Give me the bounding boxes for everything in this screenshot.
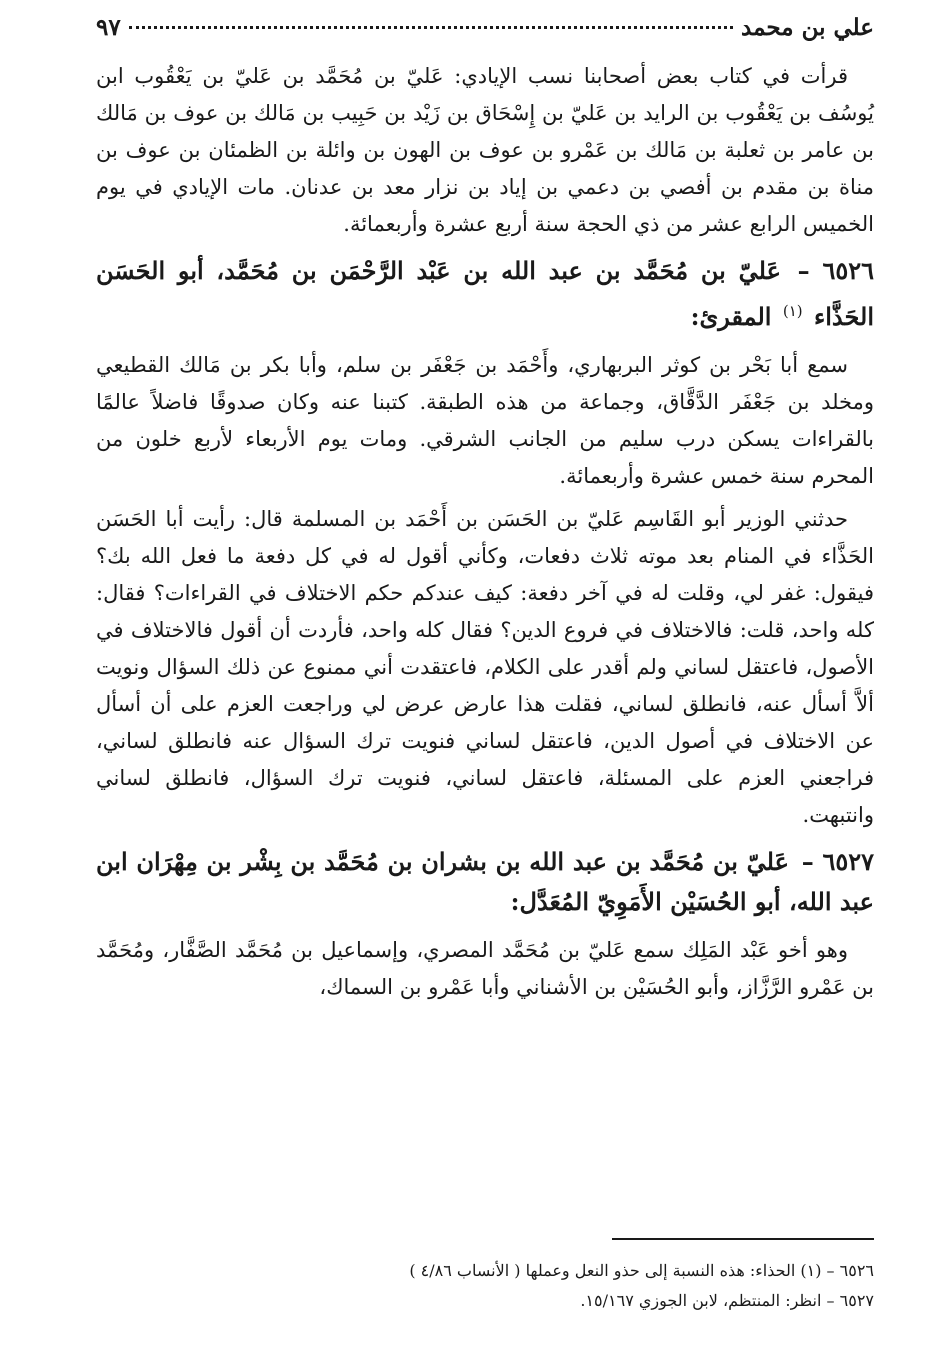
footnote-6526: ٦٥٢٦ – (١) الحذاء: هذه النسبة إلى حذو النعل وعملها ( الأنساب ٤/٨٦ ) <box>409 1261 874 1280</box>
running-head-title: علي بن محمد <box>741 14 874 41</box>
running-head <box>96 14 874 58</box>
book-page <box>96 14 874 1352</box>
page-number: ٩٧ <box>96 14 121 41</box>
running-head-dots <box>129 26 733 29</box>
footnote-6527: ٦٥٢٧ – انظر: المنتظم، لابن الجوزي ١٥/١٦٧. <box>580 1291 874 1310</box>
entry-6526-paragraph-1: سمع أبا بَحْر بن كوثر البربهاري، وأَحْمَد بن جَعْفَر بن سلم، وأبا بكر بن مَالك القطيعي ومخلد بن جَعْفَر الدَّقَّاق، وجماعة من هذه الطبقة. كتبنا عنه وكان صدوقًا فاضلاً عالمًا بالقراءات يسكن درب سليم من الجانب الشرقي. ومات يوم الأربعاء لأربع خلون من المحرم سنة خمس عشرة وأربعمائة. <box>96 353 875 488</box>
entry-6526-heading <box>96 251 874 337</box>
entry-6526-title: عَليّ بن مُحَمَّد بن عبد الله بن عَبْد الرَّحْمَن بن مُحَمَّد، أبو الحَسَن الحَذَّاء <box>96 256 874 331</box>
entry-6527-number: ٦٥٢٧ – <box>801 847 875 876</box>
footnote-divider <box>612 1238 874 1240</box>
entry-6526-paragraph-2: حدثني الوزير أبو القَاسِم عَليّ بن الحَسَن بن أَحْمَد بن المسلمة قال: رأيت أبا الحَسَن الحَذَّاء في المنام بعد موته ثلاث دفعات، وكأني أقول له في كل دفعة ما فعل الله بك؟ فيقول: غفر لي، وقلت له في آخر دفعة: كيف عندكم حكم الاختلاف في القراءات؟ فقال: كله واحد، قلت: فالاختلاف في فروع الدين؟ فقال كله واحد، فأردت أن أقول فالاختلاف في الأصول، فاعتقل لساني ولم أقدر على الكلام، فاعتقدت أني ممنوع عن ذلك السؤال ونويت ألاَّ أسأل عنه، فانطلق لساني، فقلت هذا عارض عرض لي وراجعت العزم على أن أسأل عن الاختلاف في أصول الدين، فاعتقل لساني فنويت ترك السؤال عنه فانطلق لساني، فراجعني العزم على المسئلة، فاعتقل لساني، فنويت ترك السؤال، فانطلق لساني وانتبهت. <box>96 507 874 827</box>
entry-6527-paragraph-1: وهو أخو عَبْد المَلِك سمع عَليّ بن مُحَمَّد المصري، وإسماعيل بن مُحَمَّد الصَّفَّار، ومُحَمَّد بن عَمْرو الرَّزَّاز، وأبو الحُسَيْن بن الأشناني وأبا عَمْرو بن السماك، <box>96 938 874 999</box>
footnotes-section <box>96 1238 874 1316</box>
footnote-ref-1[interactable]: (١) <box>782 302 803 320</box>
intro-paragraph: قرأت في كتاب بعض أصحابنا نسب الإيادي: عَليّ بن مُحَمَّد بن عَليّ بن يَعْقُوب ابن يُوسُف بن يَعْقُوب بن الرايد بن عَليّ بن إِسْحَاق بن زَيْد بن حَبِيب بن مَالك بن عوف بن مَالك بن عامر بن ثعلبة بن مَالك بن عَمْرو بن عوف بن الهون بن وائلة بن الظمئان بن عوف بن مناة بن مقدم بن أفصي بن دعمي بن إياد بن نزار معد بن عدنان. مات الإيادي في يوم الخميس الرابع عشر من ذي الحجة سنة أربع عشرة وأربعمائة. <box>96 64 874 236</box>
entry-6526-number: ٦٥٢٦ – <box>797 256 875 285</box>
entry-6527-title: عَليّ بن مُحَمَّد بن عبد الله بن بشران بن مُحَمَّد بن بِشْر بن مِهْرَان ابن عبد الله، أبو الحُسَيْن الأَمَوِيّ المُعَدَّل: <box>96 847 874 916</box>
entry-6527-heading <box>96 842 874 922</box>
entry-6526-title-end: المقرئ: <box>690 302 772 331</box>
